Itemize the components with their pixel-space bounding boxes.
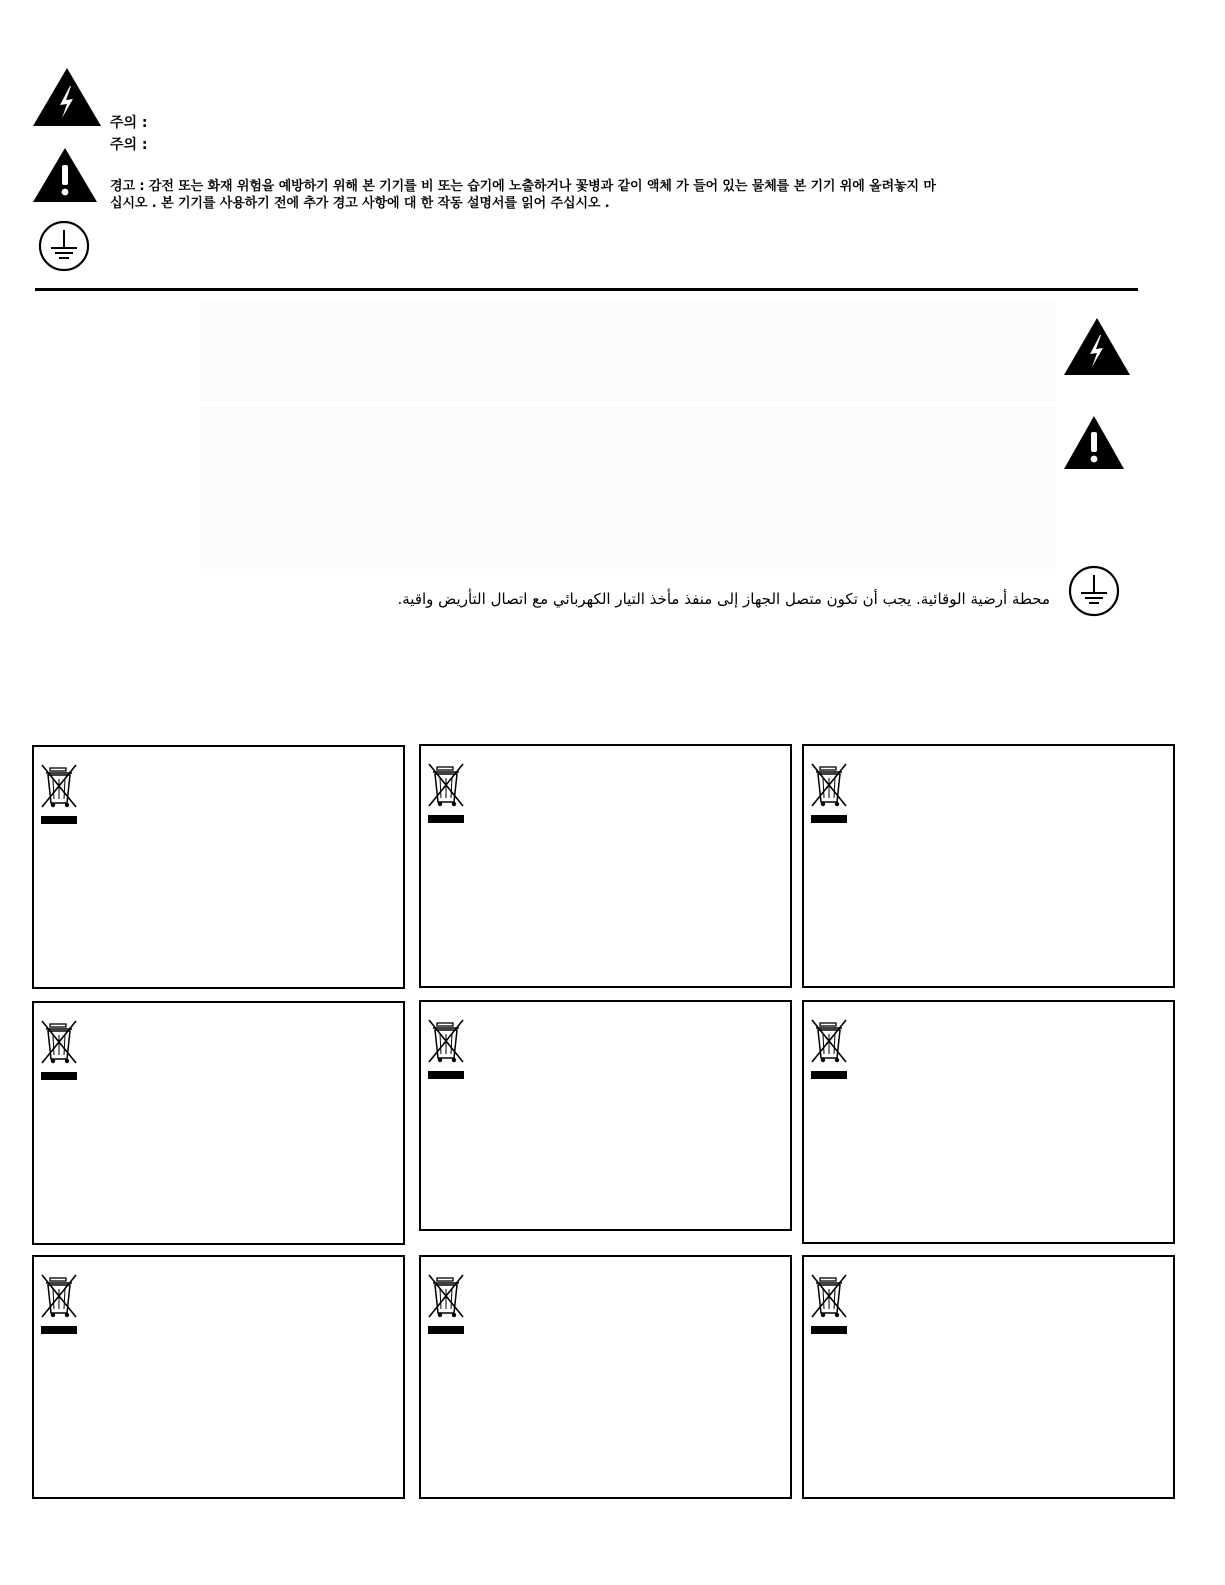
caution-label-2: 주의 : [110, 137, 148, 153]
crossed-out-bin-icon [427, 762, 467, 830]
weee-notice-box [419, 1255, 792, 1499]
weee-notice-box [32, 1001, 405, 1245]
exclamation-warning-icon [33, 148, 97, 202]
crossed-out-bin-icon [810, 1273, 850, 1341]
weee-notice-box [419, 1000, 792, 1231]
arabic-ground-notice: محطة أرضية الوقائية. يجب أن تكون متصل الجهاز إلى منفذ مأخذ التيار الكهربائي مع اتصال التأريض واقية. [397, 590, 1050, 608]
warning-text-line-1: 경고 : 감전 또는 화재 위험을 예방하기 위해 본 기기를 비 또는 습기에 노출하거나 꽃병과 같이 액체 가 들어 있는 물체를 본 기기 위에 올려놓지 마 [110, 179, 936, 194]
section-divider [35, 288, 1138, 291]
caution-label-1: 주의 : [110, 115, 148, 131]
protective-ground-icon [1068, 565, 1120, 617]
weee-notice-box [802, 744, 1175, 988]
blank-text-area-2 [200, 407, 1055, 569]
weee-notice-box [419, 744, 792, 988]
weee-notice-box [802, 1255, 1175, 1499]
blank-text-area-1 [200, 300, 1055, 402]
weee-notice-box [802, 1000, 1175, 1244]
weee-notice-box [32, 745, 405, 989]
warning-text-line-2: 십시오 . 본 기기를 사용하기 전에 추가 경고 사항에 대 한 작동 설명서를 읽어 주십시오 . [110, 196, 610, 211]
exclamation-warning-icon [1064, 416, 1124, 469]
lightning-warning-icon [33, 68, 101, 126]
protective-ground-icon [38, 220, 90, 272]
weee-notice-box [32, 1255, 405, 1499]
crossed-out-bin-icon [40, 763, 80, 831]
crossed-out-bin-icon [427, 1018, 467, 1086]
crossed-out-bin-icon [40, 1019, 80, 1087]
lightning-warning-icon [1064, 318, 1130, 375]
crossed-out-bin-icon [810, 1018, 850, 1086]
crossed-out-bin-icon [427, 1273, 467, 1341]
crossed-out-bin-icon [810, 762, 850, 830]
crossed-out-bin-icon [40, 1273, 80, 1341]
